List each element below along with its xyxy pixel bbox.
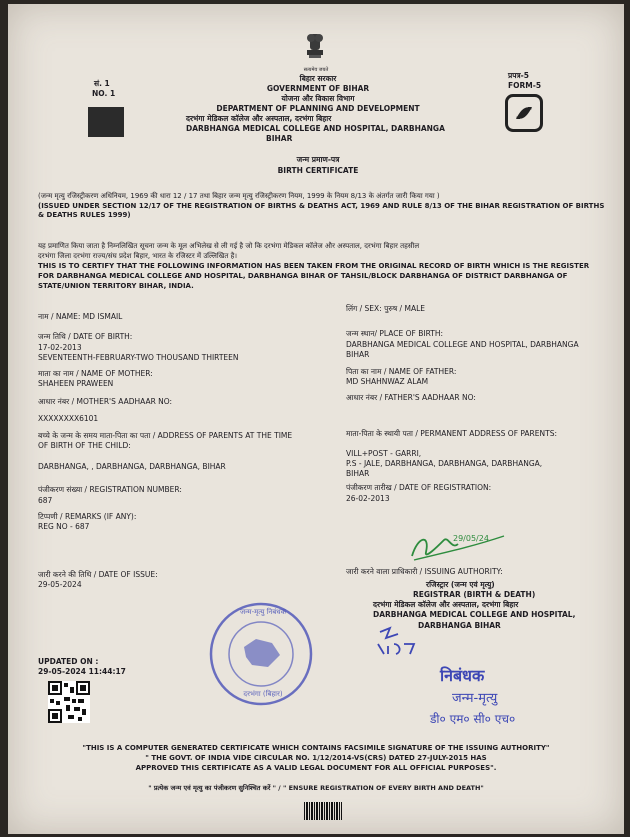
pob-value-line1: DARBHANGA MEDICAL COLLEGE AND HOSPITAL, DARBHANGA [346,340,579,349]
registration-number-value: 687 [38,496,53,505]
signature-date: 29/05/24 [453,534,489,543]
certificate-title: BIRTH CERTIFICATE [277,166,359,175]
barcode-icon [304,802,342,820]
issue-date-label: जारी करने की तिथि / DATE OF ISSUE: [38,570,158,579]
father-name-label: पिता का नाम / NAME OF FATHER: [346,367,457,376]
signature-icon [408,526,508,566]
certify-line1: THIS IS TO CERTIFY THAT THE FOLLOWING INFORMATION HAS BEEN TAKEN FROM THE ORIGINAL RECORD OF BIRTH WHICH IS THE REGISTER [38,262,590,270]
serial-no-hindi: सं. 1 [94,79,110,88]
serial-no: NO. 1 [92,89,116,98]
certificate-sheet [8,4,624,834]
name-field: नाम / NAME: MD ISMAIL [38,312,123,321]
stamp-birth-death-hindi: जन्म-मृत्यु [452,691,498,706]
registrar-institution-line2: DARBHANGA BIHAR [418,621,501,630]
footer-line4: " प्रत्येक जन्म एवं मृत्यु का पंजीकरण सुनिश्चित करें " / " ENSURE REGISTRATION OF EVERY BIRTH AND DEATH" [148,784,484,792]
certify-line2: FOR DARBHANGA MEDICAL COLLEGE AND HOSPITAL, DARBHANGA BIHAR OF TAHSIL/BLOCK DARBHANGA OF DISTRICT DARBHANGA OF [38,272,568,280]
remarks-value: REG NO - 687 [38,522,90,531]
updated-on-label: UPDATED ON : [38,657,99,666]
registration-logo-icon [505,94,543,132]
certify-hindi-line1: यह प्रमाणित किया जाता है निम्नलिखित सूचना जन्म के मूल अभिलेख से ली गई है जो कि दरभंगा मेडिकल कॉलेज और अस्पताल, दरभंगा बिहार तहसील [38,242,420,250]
registration-date-label: पंजीकरण तारीख / DATE OF REGISTRATION: [346,483,492,492]
father-aadhaar-label: आधार नंबर / FATHER'S AADHAAR NO: [346,393,476,402]
pob-value-line2: BIHAR [346,350,370,359]
permanent-address-line3: BIHAR [346,469,370,478]
seal-bottom-text: दरभंगा (बिहार) [243,690,283,698]
mother-name-value: SHAHEEN PRAWEEN [38,379,114,388]
qr-code-icon [48,681,90,723]
hospital-title-hindi: दरभंगा मेडिकल कॉलेज और अस्पताल, दरभंगा बिहार [186,114,332,123]
birth-address-value: DARBHANGA, , DARBHANGA, DARBHANGA, BIHAR [38,462,226,471]
mother-aadhaar-label: आधार नंबर / MOTHER'S AADHAAR NO: [38,397,173,406]
footer-line1: "THIS IS A COMPUTER GENERATED CERTIFICATE WHICH CONTAINS FACSIMILE SIGNATURE OF THE ISSUING AUTHORITY" [82,744,550,752]
footer-line3: APPROVED THIS CERTIFICATE AS A VALID LEGAL DOCUMENT FOR ALL OFFICIAL PURPOSES". [135,764,497,772]
updated-on-value: 29-05-2024 11:44:17 [38,667,126,676]
footer-line2: " THE GOVT. OF INDIA VIDE CIRCULAR NO. 1/12/2014-VS(CRS) DATED 27-JULY-2015 HAS [145,754,487,762]
birth-address-label-line2: OF BIRTH OF THE CHILD: [38,441,131,450]
bihar-logo-icon [88,107,124,137]
dob-label: जन्म तिथि / DATE OF BIRTH: [38,332,133,341]
permanent-address-label: माता-पिता के स्थायी पता / PERMANENT ADDRESS OF PARENTS: [346,429,557,438]
form-no: FORM-5 [508,81,542,90]
sex-field: लिंग / SEX: पुरुष / MALE [346,304,425,313]
dept-title: DEPARTMENT OF PLANNING AND DEVELOPMENT [216,104,420,113]
national-emblem-icon [300,32,330,68]
stamp-registrar-hindi: निबंधक [440,666,485,685]
dob-value: 17-02-2013 [38,343,82,352]
form-no-hindi: प्रपत्र-5 [508,71,529,80]
issuing-authority-label: जारी करने वाला प्राधिकारी / ISSUING AUTHORITY: [346,567,503,576]
permanent-address-line2: P.S - JALE, DARBHANGA, DARBHANGA, DARBHANGA, [346,459,543,468]
stamp-dmch-hindi: डी० एम० सी० एच० [430,712,516,726]
emblem-caption: सत्यमेव जयते [303,67,329,73]
registrar-institution-hindi: दरभंगा मेडिकल कॉलेज और अस्पताल, दरभंगा बिहार [373,600,519,609]
issued-under-hindi: (जन्म मृत्यु रजिस्ट्रीकरण अधिनियम, 1969 की धारा 12 / 17 तथा बिहार जन्म मृत्यु रजिस्ट्रीकरण नियम, 1999 के नियम 8/13 के अंतर्गत जारी किया गया ) [38,192,440,200]
issue-date-value: 29-05-2024 [38,580,82,589]
mother-name-label: माता का नाम / NAME OF MOTHER: [38,369,153,378]
govt-title: GOVERNMENT OF BIHAR [266,84,370,93]
registrar-title-hindi: रजिस्ट्रार (जन्म एवं मृत्यु) [426,580,495,589]
certificate-title-hindi: जन्म प्रमाण-पत्र [296,155,340,164]
hospital-state: BIHAR [266,134,293,143]
certify-line3: STATE/UNION TERRITORY BIHAR, INDIA. [38,282,194,290]
mother-aadhaar-value: XXXXXXXX6101 [38,414,99,423]
hospital-title: DARBHANGA MEDICAL COLLEGE AND HOSPITAL, DARBHANGA [186,124,445,133]
govt-title-hindi: बिहार सरकार [299,74,337,83]
issued-under-line2: & DEATHS RULES 1999) [38,211,131,219]
issued-under-line1: (ISSUED UNDER SECTION 12/17 OF THE REGISTRATION OF BIRTHS & DEATHS ACT, 1969 AND RULE 8/13 OF THE BIHAR REGISTRATION OF BIRTHS [38,202,605,210]
registrar-title: REGISTRAR (BIRTH & DEATH) [413,590,536,599]
registration-date-value: 26-02-2013 [346,494,390,503]
registration-number-label: पंजीकरण संख्या / REGISTRATION NUMBER: [38,485,182,494]
certify-hindi-line2: दरभंगा जिला दरभंगा राज्य/संघ प्रदेश बिहार, भारत के रजिस्टर में उल्लिखित है। [38,252,237,260]
pob-label: जन्म स्थान/ PLACE OF BIRTH: [346,329,443,338]
dob-words: SEVENTEENTH-FEBRUARY-TWO THOUSAND THIRTEEN [38,353,239,362]
dept-title-hindi: योजना और विकास विभाग [281,94,355,103]
initials-mark-icon [376,624,422,658]
seal-text: जन्म-मृत्यु निबंधक [239,608,286,616]
birth-address-label-line1: बच्चे के जन्म के समय माता-पिता का पता / ADDRESS OF PARENTS AT THE TIME [38,431,293,440]
permanent-address-line1: VILL+POST - GARRI, [346,449,422,458]
remarks-label: टिप्पणी / REMARKS (IF ANY): [38,512,137,521]
father-name-value: MD SHAHNWAZ ALAM [346,377,429,386]
registrar-institution-line1: DARBHANGA MEDICAL COLLEGE AND HOSPITAL, [373,610,576,619]
